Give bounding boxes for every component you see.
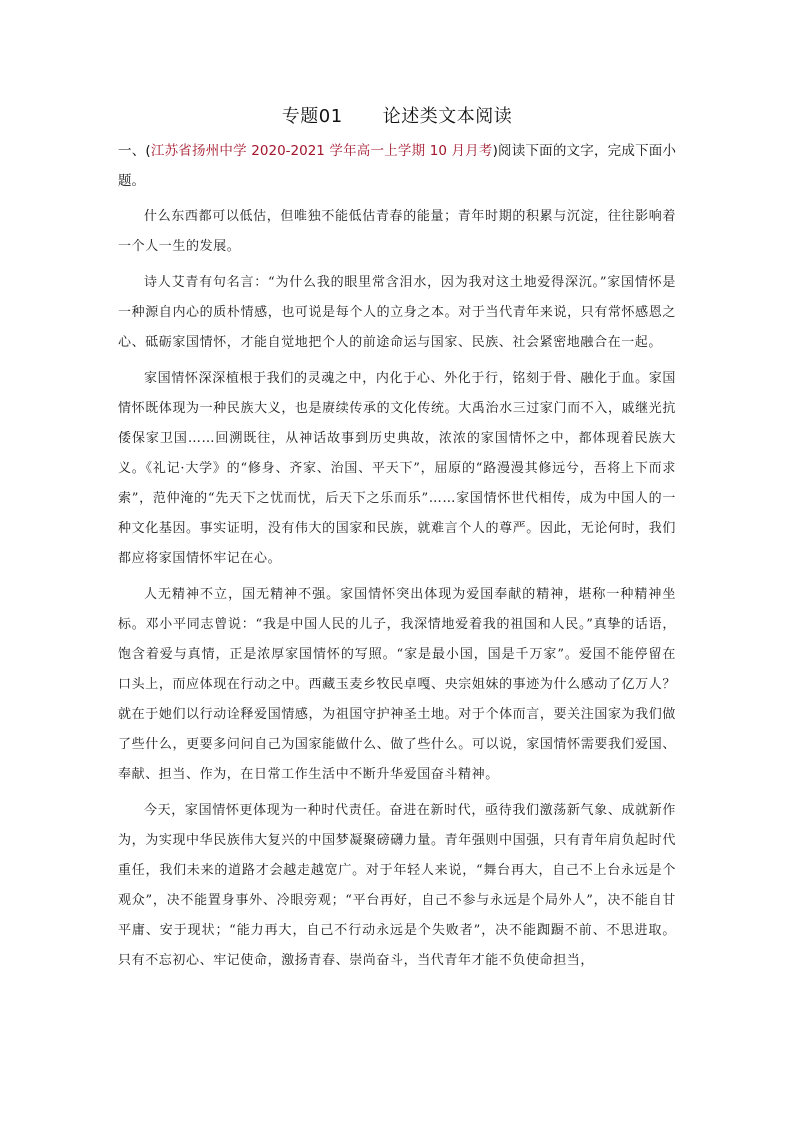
title-topic-name: 论述类文本阅读 (382, 106, 513, 127)
passage-paragraph-2: 诗人艾青有句名言：“为什么我的眼里常含泪水，因为我对这土地爱得深沉。”家国情怀是一种源自内心的质朴情感，也可说是每个人的立身之本。对于当代青年来说，只有常怀感恩之心、砥砺家国情怀，才能自觉地把个人的前途命运与国家、民族、社会紧密地融合在一起。 (118, 275, 676, 350)
question-instruction: )阅读下面的文字，完成下面小题。 (118, 143, 676, 189)
title-topic-number: 专题01 (281, 106, 343, 127)
passage-paragraph-5: 今天，家国情怀更体现为一种时代责任。奋进在新时代，亟待我们激荡新气象、成就新作为，为实现中华民族伟大复兴的中国梦凝聚磅礴力量。青年强则中国强，只有青年肩负起时代重任，我们未来的道路才会越走越宽广。对于年轻人来说，“舞台再大，自己不上台永远是个观众”，决不能置身事外、冷眼旁观；“平台再好，自己不参与永远是个局外人”，决不能自甘平庸、安于现状；“能力再大，自己不行动永远是个失败者”，决不能踟蹰不前、不思进取。只有不忘初心、牢记使命，激扬青春、崇尚奋斗，当代青年才能不负使命担当， (118, 803, 676, 968)
question-source: 江苏省扬州中学 2020-2021 学年高一上学期 10 月月考 (150, 143, 493, 159)
passage-paragraph-1: 什么东西都可以低估，但唯独不能低估青春的能量；青年时期的积累与沉淀，往往影响着一个人一生的发展。 (118, 209, 676, 254)
passage-paragraph-4: 人无精神不立，国无精神不强。家国情怀突出体现为爱国奉献的精神，堪称一种精神坐标。邓小平同志曾说：“我是中国人民的儿子，我深情地爱着我的祖国和人民。”真挚的话语，饱含着爱与真情，正是浓厚家国情怀的写照。“家是最小国，国是千万家”。爱国不能停留在口头上，而应体现在行动之中。西藏玉麦乡牧民卓嘎、央宗姐妹的事迹为什么感动了亿万人？就在于她们以行动诠释爱国情感，为祖国守护神圣土地。对于个体而言，要关注国家为我们做了些什么，更要多问问自己为国家能做什么、做了些什么。可以说，家国情怀需要我们爱国、奉献、担当、作为，在日常工作生活中不断升华爱国奋斗精神。 (118, 587, 676, 782)
page-title (118, 104, 676, 130)
question-prefix: 一、( (118, 143, 151, 159)
passage-paragraph-3: 家国情怀深深植根于我们的灵魂之中，内化于心、外化于行，铭刻于骨、融化于血。家国情怀既体现为一种民族大义，也是赓续传承的文化传统。大禹治水三过家门而不入，戚继光抗倭保家卫国……回溯既往，从神话故事到历史典故，浓浓的家国情怀之中，都体现着民族大义。《礼记·大学》的“修身、齐家、治国、平天下”，屈原的“路漫漫其修远兮，吾将上下而求索”，范仲淹的“先天下之忧而忧，后天下之乐而乐”……家国情怀世代相传，成为中国人的一种文化基因。事实证明，没有伟大的国家和民族，就难言个人的尊严。因此，无论何时，我们都应将家国情怀牢记在心。 (118, 371, 676, 566)
question-heading (118, 136, 676, 196)
